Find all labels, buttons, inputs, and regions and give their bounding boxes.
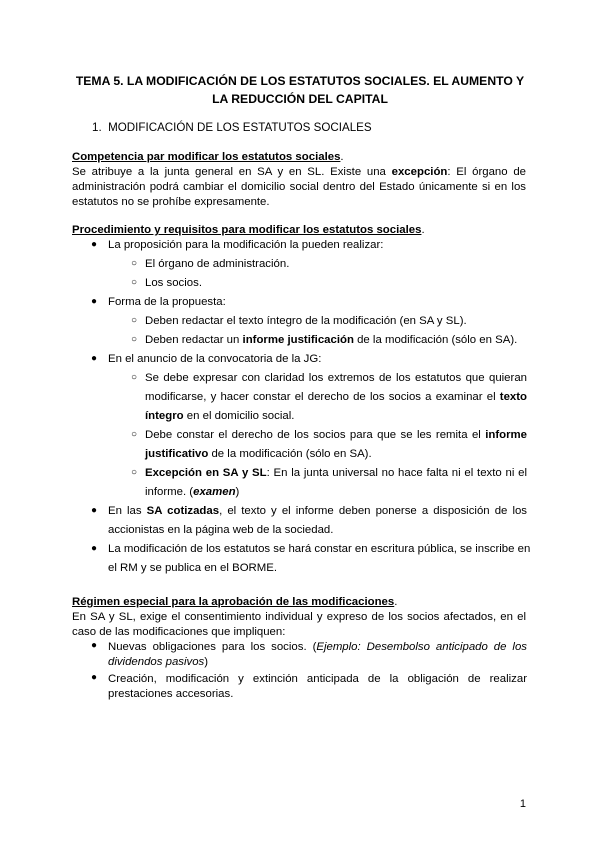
list-item-forma: Forma de la propuesta:: [108, 296, 226, 308]
procedimiento-heading: Procedimiento y requisitos para modificar los estatutos sociales.: [72, 224, 425, 236]
regimen-item-obligaciones: Nuevas obligaciones para los socios. (Ejemplo: Desembolso anticipado de los dividendos pasivos): [108, 641, 527, 668]
list-item-excepcion-line2: informe. (examen): [145, 486, 240, 498]
list-item-anuncio: En el anuncio de la convocatoria de la JG:: [108, 353, 322, 365]
list-item-expresar-line3: íntegro en el domicilio social.: [145, 410, 295, 422]
bullet-5: ●: [91, 543, 98, 554]
sub-bullet: ○: [131, 372, 138, 383]
section-heading: [92, 121, 372, 134]
sub-bullet: ○: [131, 334, 138, 345]
bullet-3: ●: [91, 353, 98, 364]
regimen-paragraph: En SA y SL, exige el consentimiento individual y expreso de los socios afectados, en el caso de las modificaciones que impliquen:: [72, 611, 526, 638]
list-item-texto-integro: Deben redactar el texto íntegro de la modificación (en SA y SL).: [145, 315, 467, 327]
regimen-heading: Régimen especial para la aprobación de las modificaciones.: [72, 596, 398, 608]
bullet-2: ●: [91, 296, 98, 307]
regimen-bullet-1: ●: [91, 640, 98, 651]
sub-bullet: ○: [131, 467, 138, 478]
list-item-excepcion-line1: Excepción en SA y SL: En la junta universal no hace falta ni el texto ni el: [145, 467, 527, 479]
sub-bullet: ○: [131, 315, 138, 326]
sub-bullet: ○: [131, 429, 138, 440]
list-item-escritura-line1: La modificación de los estatutos se hará constar en escritura pública, se inscribe en: [108, 543, 531, 555]
section-number: 1.: [92, 121, 102, 134]
list-item-escritura-line2: el RM y se publica en el BORME.: [108, 562, 278, 574]
list-item-proposicion: La proposición para la modificación la pueden realizar:: [108, 239, 384, 251]
sub-bullet: ○: [131, 258, 138, 269]
section-title: MODIFICACIÓN DE LOS ESTATUTOS SOCIALES: [108, 121, 372, 134]
document-title: [60, 72, 540, 108]
list-item-cotizadas-line1: En las SA cotizadas, el texto y el informe deben ponerse a disposición de los: [108, 505, 528, 517]
competencia-heading: Competencia par modificar los estatutos sociales.: [72, 151, 344, 163]
bullet-1: ●: [91, 239, 98, 250]
regimen-item-prestaciones: Creación, modificación y extinción anticipada de la obligación de realizar prestaciones accesorias.: [108, 673, 527, 700]
competencia-block: [72, 150, 526, 210]
list-item-organo: El órgano de administración.: [145, 258, 290, 270]
title-line-1: TEMA 5. LA MODIFICACIÓN DE LOS ESTATUTOS SOCIALES. EL AUMENTO Y: [75, 74, 525, 88]
list-item-informe: Deben redactar un informe justificación de la modificación (sólo en SA).: [145, 334, 518, 346]
title-line-2: LA REDUCCIÓN DEL CAPITAL: [212, 92, 388, 106]
page-number: 1: [519, 798, 526, 810]
regimen-bullet-2: ●: [91, 672, 98, 683]
list-item-expresar-line2: modificarse, y hacer constar el derecho de los socios a examinar el texto: [145, 391, 527, 403]
list-item-cotizadas-line2: accionistas en la página web de la sociedad.: [108, 524, 334, 536]
regimen-block: [72, 595, 526, 640]
list-item-remita-line1: Debe constar el derecho de los socios para que se les remita el informe: [145, 429, 527, 441]
competencia-paragraph: Se atribuye a la junta general en SA y en SL. Existe una excepción: El órgano de administración podrá cambiar el domicilio social dentro del Estado únicamente si en los estatutos no se prohíbe expresamente.: [72, 166, 526, 208]
sub-bullet: ○: [131, 277, 138, 288]
list-item-expresar-line1: Se debe expresar con claridad los extremos de los estatutos que quieran: [145, 372, 527, 384]
list-item-remita-line2: justificativo de la modificación (sólo en SA).: [145, 448, 372, 460]
bullet-4: ●: [91, 505, 98, 516]
list-item-socios: Los socios.: [145, 277, 202, 289]
